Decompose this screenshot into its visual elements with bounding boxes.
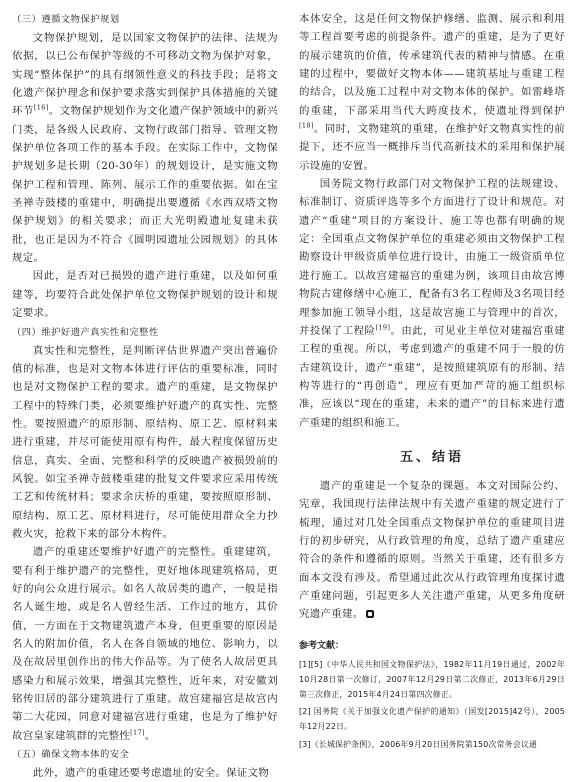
reference-item: [1][5]《中华人民共和国文物保护法》，1982年11月19日通过，2002年10月28日第一次修订，2007年12月29日第二次修正，2013年6月29日第三次修正，2015年4月24日第四次修正。 — [299, 659, 565, 700]
end-mark-icon — [366, 610, 374, 618]
paragraph-text: 文物保护规划，是以国家文物保护的法律、法规为依据，以已公布保护等级的不可移动文物为保护对象，实现“整体保护”的具有纲领性意义的科技手段；是将文化遗产保护理念和保护要求落实到保护具体措施的关键环节 — [12, 32, 278, 118]
conclusion-heading: 五、结语 — [399, 449, 464, 465]
paragraph — [299, 175, 565, 432]
paragraph-text: 。由此，可见业主单位对建福宫重建工程的重视。所以，考虑到遗产的重建不同于一般的仿古建筑设计，遗产“重建”，是按照建筑原有的形制、结构等进行的“再创造”，理应有更加严苛的施工组织标准，应该以“现在的重建，未来的遗产”的目标来进行遗产重建的组织和施工。 — [299, 324, 565, 429]
section-heading-5: （五）确保文物本体的安全 — [12, 749, 130, 761]
paragraph: 因此，是否对已损毁的遗产进行重建，以及如何重建等，均要符合此处保护单位文物保护规划的设计和规定要求。 — [12, 270, 278, 320]
section-heading-4: （四）维护好遗产真实性和完整性 — [12, 326, 159, 338]
reference-item: [2] 国务院《关于加强文化遗产保护的通知》（国发[2015]42号），2005年12月22日。 — [299, 707, 565, 732]
paragraph-text: 本体安全，这是任何文物保护修缮、监测、展示和利用等工程首要考虑的前提条件。遗产的重建，是为了更好的展示建筑的价值，传承建筑代表的精神与情感。在重建的过程中，要做好文物本体——建筑基址与重建工程的结合，以及施工过程中对文物本体的保护。如雷峰塔的重建，下部采用当代大跨度技术，使遗址得到保护 — [299, 13, 565, 117]
reference-item: [3]《长城保护条例》，2006年9月20日国务院第150次常务会议通 — [299, 739, 538, 749]
right-column — [299, 10, 565, 754]
paragraph: 此外，遗产的重建还要考虑遗址的安全。保证文物 — [32, 767, 270, 780]
paragraph — [299, 477, 565, 624]
paragraph — [12, 543, 278, 745]
paragraph-text: 。同时，文物建筑的重建，在维护好文物真实性的前提下，还不应当一概排斥当代高新技术的采用和保护展示设施的安置。 — [299, 123, 565, 172]
paragraph: 真实性和完整性，是判断评估世界遗产突出普遍价值的标准，也是对文物本体进行评估的重要标准，同时也是对文物保护工程的要求。遗产的重建，是文物保护工程中的特殊门类，必须要维护好遗产的真实性、完整性。要按照遗产的原形制、原结构、原工艺、原材料来进行重建，并尽可能使用原有构件，最大程度保留历史信息，真实、全面、完整和科学的反映遗产被损毁前的风貌。如宝圣禅寺鼓楼重建的批复文件要求应采用传统工艺和传统材料；要求余庆桥的重建，要按照原形制、原结构、原工艺、原材料进行，尽可能使用群众全力抄救火灾，抢救下来的部分木构件。 — [12, 344, 278, 540]
section-heading-3: （三）遵循文物保护规划 — [12, 14, 120, 25]
references-title: 参考文献： — [299, 640, 345, 651]
citation-ref: [16] — [33, 103, 49, 112]
citation-ref: [18] — [299, 121, 314, 130]
citation-ref: [19] — [375, 323, 391, 332]
paragraph — [299, 10, 565, 175]
paragraph-text: 遗产的重建还要维护好遗产的完整性。重建建筑，要有利于维护遗产的完整性，更好地体现建筑格局，更好的向公众进行展示。如名人故居类的遗产，一般是指名人诞生地，或是名人曾经生活、工作过的地方，其价值，一方面在于文物建筑遗产本身，但更重要的原因是名人的附加价值，名人在各自领域的地位、影响力，以及在故居里创作出的伟大作品等。为了使名人故居更具感染力和展示效果，增强其完整性，近年来，对安徽刘铭传旧居的部分建筑进行了重建。故宫建福宫是故宫内第二大花园，同意对建福宫进行重建，也是为了维护好故宫皇家建筑群的完整性 — [12, 546, 278, 742]
paragraph-text: 。文物保护规划作为文化遗产保护领域中的新兴门类，是各级人民政府、文物行政部门指导、管理文物保护单位各项工作的基本手段。在实际工作中，文物保护规划多是长期（20-30年）的规划设计，是实施文物保护工程和管理、陈列、展示工作的重要依据。如在宝圣禅寺鼓楼的重建中，明确提出要遵循《水西双塔文物保护规划》的相关要求；而正大光明殿遗址复建未获批，也正是因为不符合《圆明园遗址公园规划》的具体规定。 — [12, 105, 278, 265]
paragraph-text: 国务院文物行政部门对文物保护工程的法规建设、标准制订、资质评选等多个方面进行了设计和规范。对遗产“重建”项目的方案设计、施工等也都有明确的规定：全国重点文物保护单位的重建必须由文物保护工程勘察设计甲级资质单位进行设计，由施工一级资质单位进行施工。以故宫建福宫的重建为例，该项目由故宫博物院古建修缮中心施工，配备有3名工程师及3名项目经理参加施工领导小组，这是故宫施工与管理中的首次，并投保了工程险 — [299, 178, 565, 337]
paragraph — [12, 29, 278, 267]
paragraph-text: 遗产的重建是一个复杂的课题。本文对国际公约、宪章，我国现行法律法规中有关遗产重建的规定进行了梳理，通过对几处全国重点文物保护单位的重建项目进行的初步研究，从行政管理的角度，总结了遗产重建应符合的条件和遵循的原则。当然关于重建，还有很多方面本文没有涉及。希望通过此次从行政管理角度探讨遗产重建问题，引起更多人关注遗产重建，从更多角度研究遗产重建。 — [299, 479, 565, 621]
left-column — [12, 10, 278, 782]
citation-ref: [17] — [130, 728, 145, 737]
paragraph-text: 。 — [144, 729, 156, 742]
